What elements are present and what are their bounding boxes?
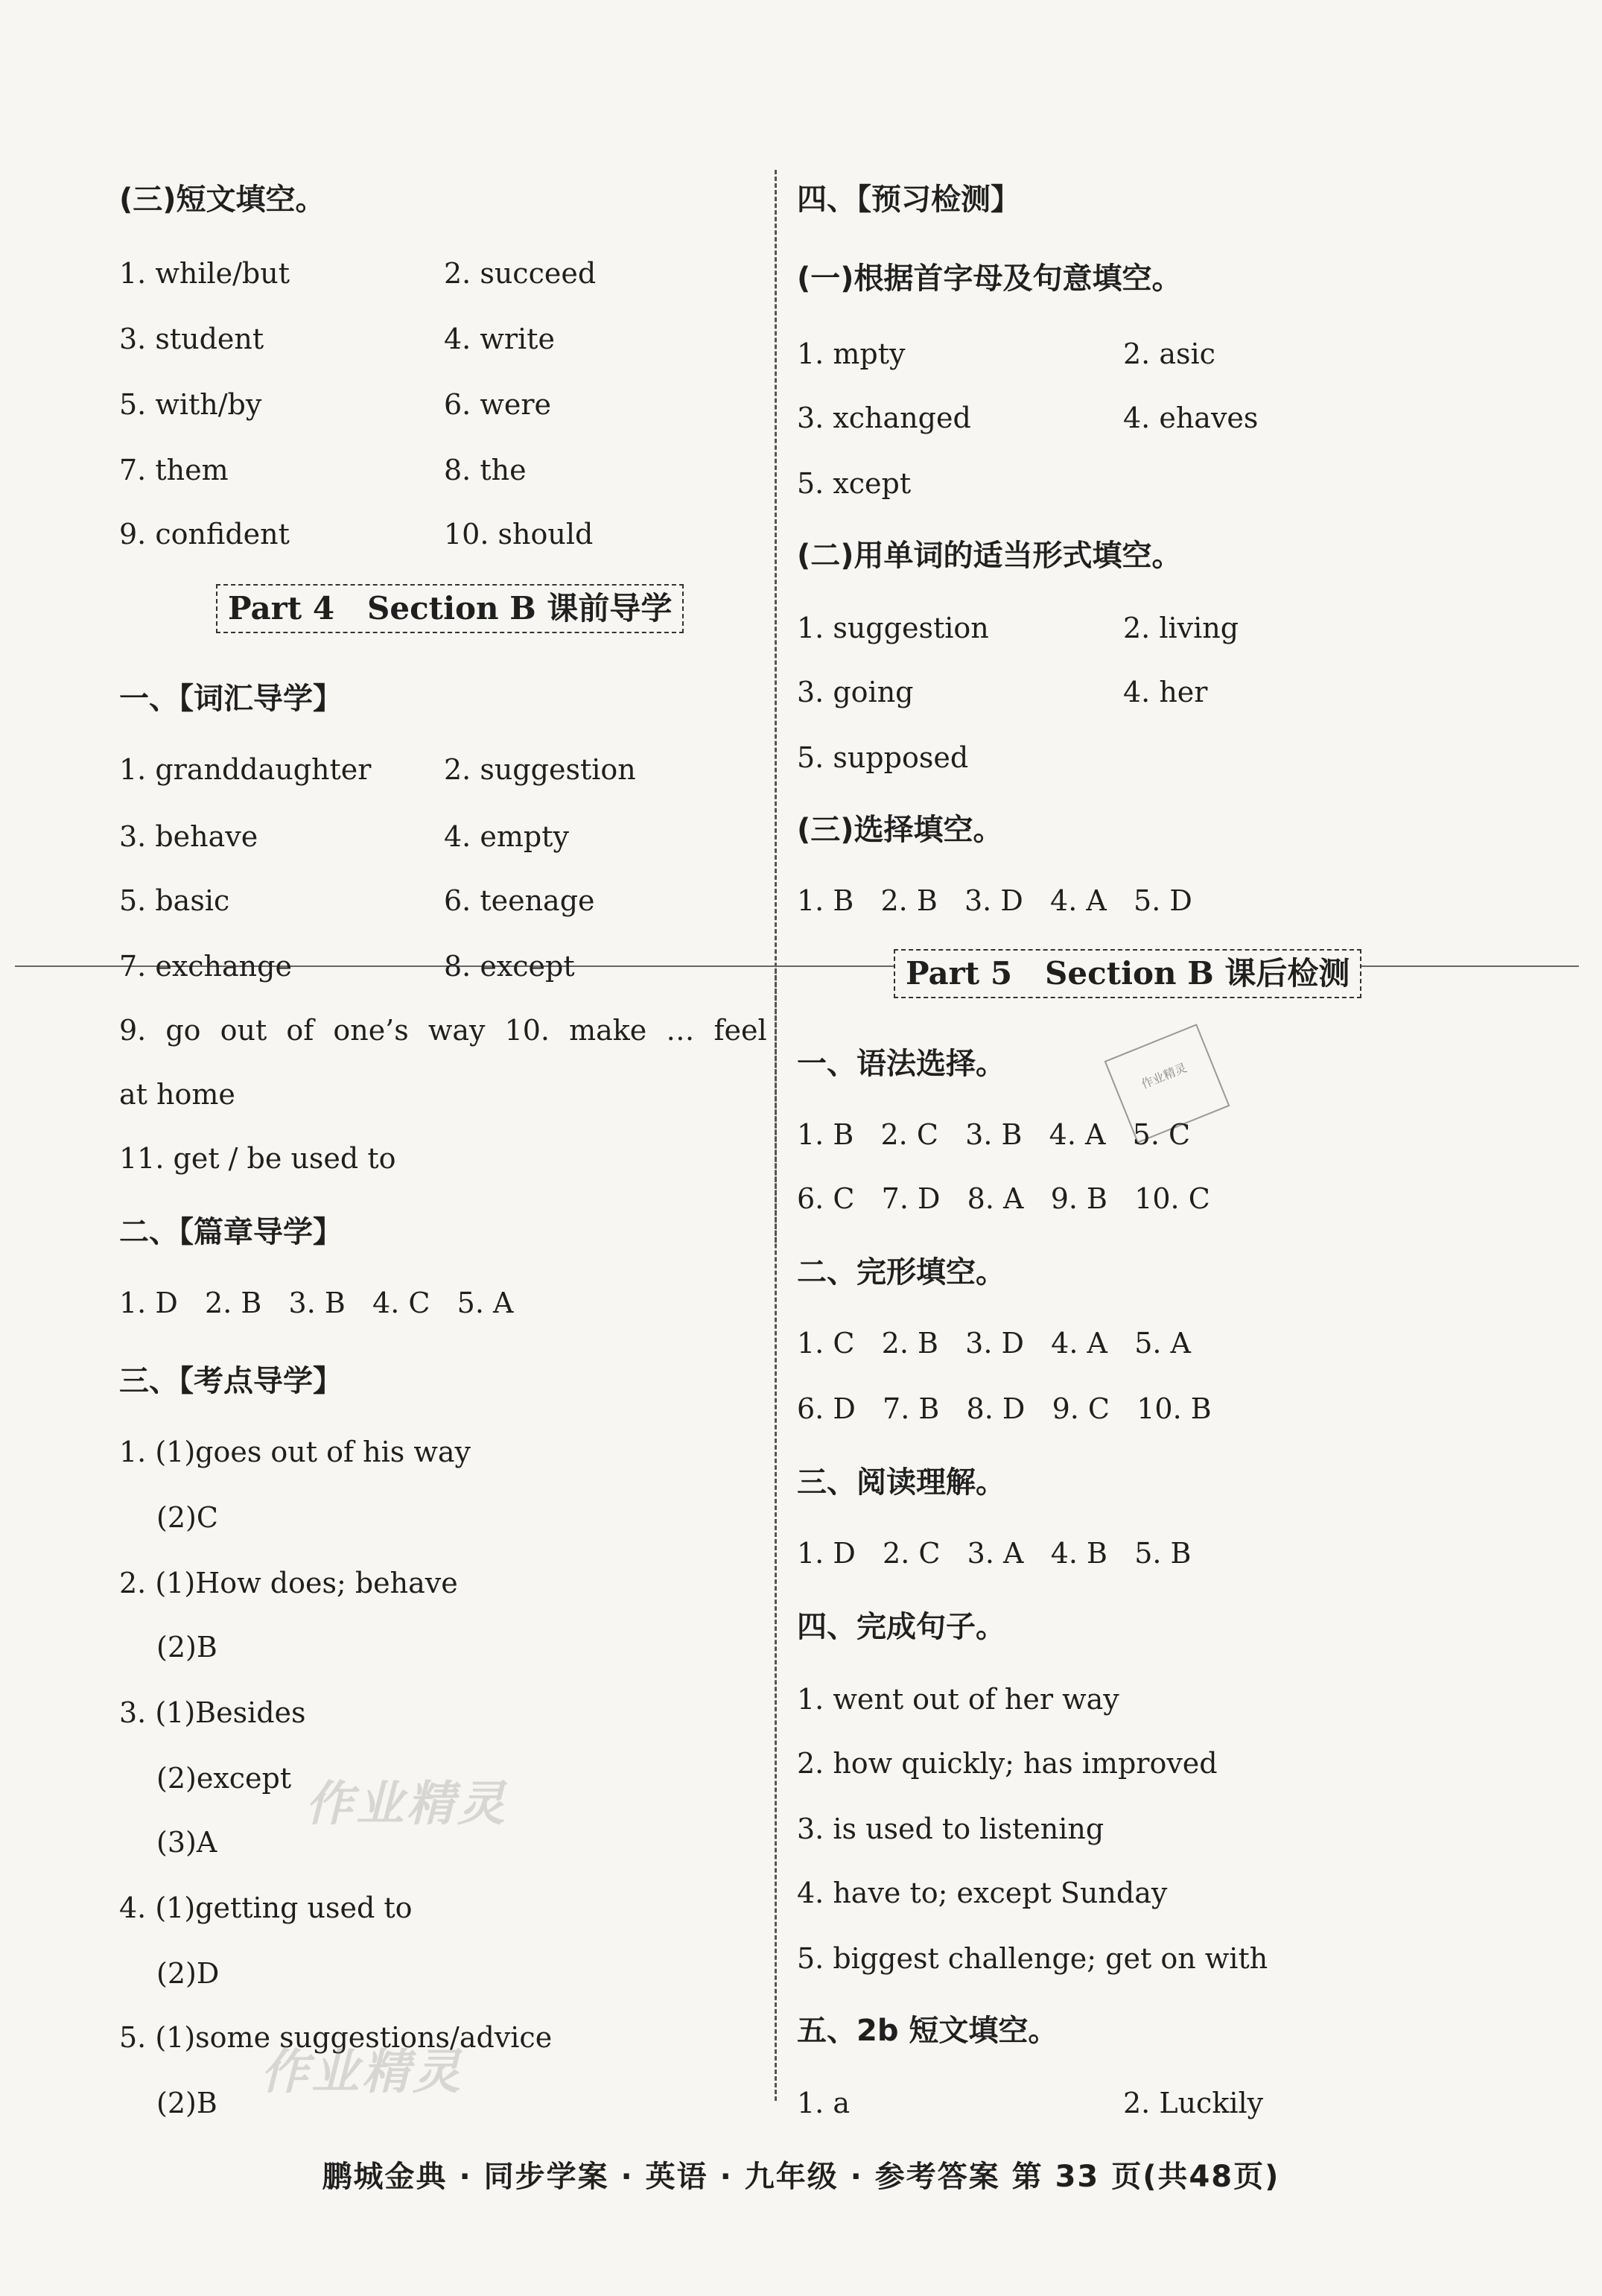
section-title-points: 三、【考点导学】: [119, 1364, 343, 1398]
answer-item: (2)B: [156, 1631, 217, 1664]
answer-item: 4. her: [1123, 676, 1208, 708]
section-title-initial-letter: (一)根据首字母及句意填空。: [797, 261, 1182, 296]
answer-item: 4. write: [444, 323, 555, 355]
answer-item: 2. suggestion: [444, 753, 636, 786]
answer-row: 1. B 2. C 3. B 4. A 5. C: [797, 1118, 1191, 1151]
answer-item: 1. while/but: [119, 257, 290, 290]
answer-item: 5. (1)some suggestions/advice: [119, 2021, 553, 2054]
answer-item: 1. a: [797, 2087, 850, 2119]
part-4-label: Part 4: [228, 590, 335, 627]
answer-item: 5. xcept: [797, 467, 912, 500]
answer-item: 2. Luckily: [1123, 2087, 1264, 2119]
answer-item: (2)C: [156, 1501, 218, 1534]
answer-item: 3. student: [119, 323, 264, 355]
answer-item: 4. (1)getting used to: [119, 1891, 413, 1924]
answer-item: 2. asic: [1123, 337, 1215, 370]
answer-row: 6. C 7. D 8. A 9. B 10. C: [797, 1182, 1210, 1215]
answer-item: 5. biggest challenge; get on with: [797, 1942, 1268, 1975]
answer-item: 4. empty: [444, 820, 569, 853]
answer-row: 1. C 2. B 3. D 4. A 5. A: [797, 1327, 1191, 1360]
answer-item: 2. (1)How does; behave: [119, 1567, 458, 1599]
answer-item: 6. were: [444, 388, 552, 421]
section-title-cloze: 二、完形填空。: [797, 1255, 1005, 1290]
answer-item: 3. is used to listening: [797, 1813, 1104, 1845]
answer-item: 7. them: [119, 454, 229, 486]
answer-item: (2)D: [156, 1957, 220, 1990]
answer-item: 4. have to; except Sunday: [797, 1877, 1168, 1909]
answer-item: 1. suggestion: [797, 612, 989, 644]
answer-item: (2)B: [156, 2087, 217, 2119]
answer-item: 4. ehaves: [1123, 402, 1259, 434]
watermark: 作业精灵: [305, 1777, 508, 1832]
answer-item: at home: [119, 1078, 235, 1111]
part-5-heading: [894, 949, 1361, 998]
part-5-section: Section B 课后检测: [1045, 955, 1350, 992]
answer-item: 3. xchanged: [797, 402, 971, 434]
answer-item: 5. supposed: [797, 741, 969, 774]
answer-row: 6. D 7. B 8. D 9. C 10. B: [797, 1392, 1212, 1425]
section-title-word-form: (二)用单词的适当形式填空。: [797, 539, 1182, 573]
section-title-choice: (三)选择填空。: [797, 813, 1003, 847]
answer-item: 3. (1)Besides: [119, 1696, 306, 1729]
answer-item: 3. behave: [119, 820, 258, 853]
stamp-text: 作业精灵: [1139, 1060, 1189, 1092]
answer-item: 8. the: [444, 454, 527, 486]
answer-item: 1. mpty: [797, 337, 906, 370]
section-title-chapter: 二、【篇章导学】: [119, 1215, 343, 1249]
column-divider-lower: [775, 968, 777, 2101]
answer-item: 10. should: [444, 518, 594, 551]
answer-item: 5. basic: [119, 884, 230, 917]
part-4-section: Section B 课前导学: [367, 590, 673, 627]
section-title-passage-fill: (三)短文填空。: [119, 183, 325, 217]
answer-item: 7. exchange: [119, 950, 292, 983]
section-title-sentences: 四、完成句子。: [797, 1610, 1005, 1644]
part-5-label: Part 5: [906, 955, 1013, 992]
answer-item: 9. go out of one’s way 10. make … feel: [119, 1014, 767, 1047]
section-title-vocab: 一、【词汇导学】: [119, 682, 343, 716]
section-title-reading: 三、阅读理解。: [797, 1465, 1005, 1500]
answer-row: 1. B 2. B 3. D 4. A 5. D: [797, 884, 1192, 917]
answer-row: 1. D 2. B 3. B 4. C 5. A: [119, 1287, 514, 1319]
section-title-preview: 四、【预习检测】: [797, 183, 1020, 217]
answer-item: 8. except: [444, 950, 575, 983]
answer-item: (2)except: [156, 1762, 292, 1795]
section-title-grammar: 一、语法选择。: [797, 1047, 1005, 1081]
answer-item: 11. get / be used to: [119, 1142, 396, 1175]
answer-item: 2. succeed: [444, 257, 597, 290]
answer-row: 1. D 2. C 3. A 4. B 5. B: [797, 1537, 1192, 1570]
answer-item: 2. how quickly; has improved: [797, 1747, 1218, 1780]
section-title-2b-passage: 五、2b 短文填空。: [797, 2014, 1058, 2048]
answer-item: 1. (1)goes out of his way: [119, 1436, 471, 1468]
answer-item: (3)A: [156, 1826, 217, 1859]
answer-item: 9. confident: [119, 518, 290, 551]
answer-item: 3. going: [797, 676, 914, 708]
part-4-heading: [216, 584, 684, 633]
watermark: 作业精灵: [261, 2045, 463, 2100]
answer-item: 6. teenage: [444, 884, 595, 917]
answer-item: 2. living: [1123, 612, 1239, 644]
answer-item: 1. granddaughter: [119, 753, 372, 786]
page-footer: 鹏城金典 · 同步学案 · 英语 · 九年级 · 参考答案 第 33 页(共48页): [322, 2160, 1280, 2194]
answer-item: 1. went out of her way: [797, 1683, 1119, 1716]
answer-item: 5. with/by: [119, 388, 262, 421]
